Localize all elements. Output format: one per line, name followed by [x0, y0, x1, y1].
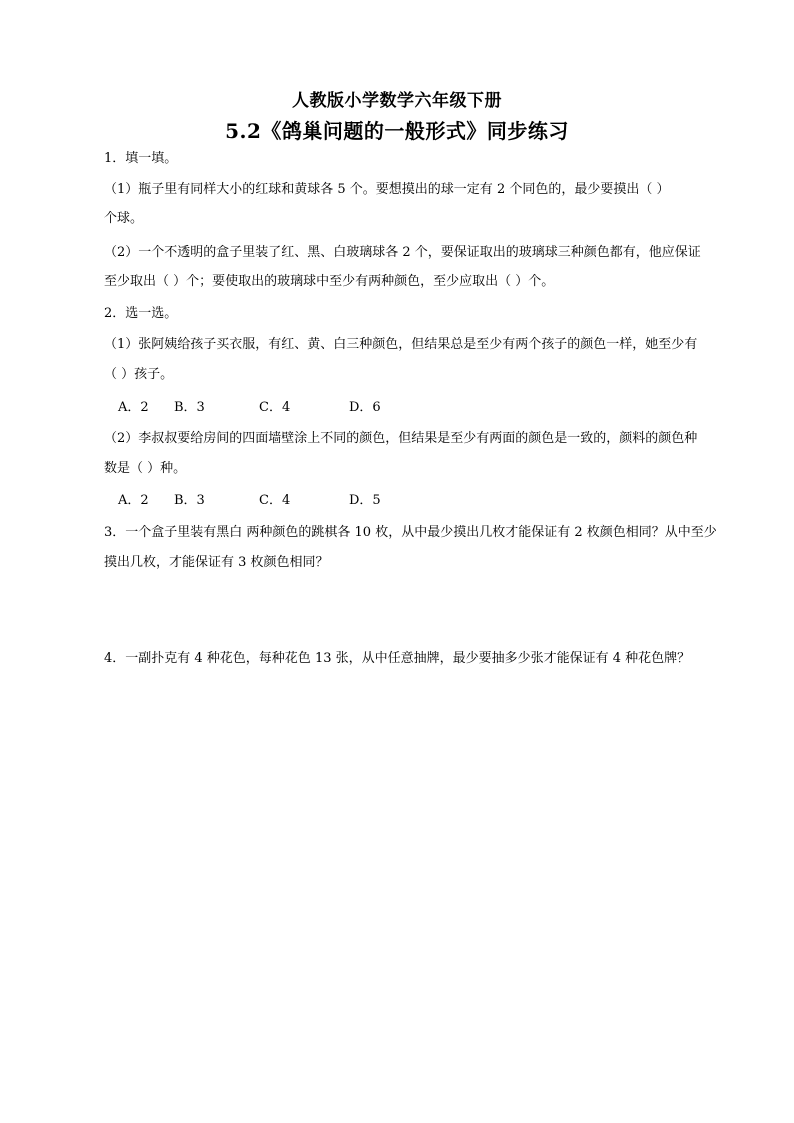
q3-line2: 摸出几枚，才能保证有 3 枚颜色相同？ — [104, 555, 329, 570]
option-b: B．3 — [174, 400, 205, 415]
q1-part2-line1: （2）一个不透明的盒子里装了红、黑、白玻璃球各 2 个，要保证取出的玻璃球三种颜色都有，他应保证 — [104, 245, 701, 260]
option-c: C．4 — [259, 493, 291, 508]
q4-line1: 4．一副扑克有 4 种花色，每种花色 13 张，从中任意抽牌，最少要抽多少张才能保证有 4 种花色牌？ — [104, 651, 691, 666]
document-title: 人教版小学数学六年级下册 — [292, 91, 502, 111]
q1-part2-line2: 至少取出（ ）个；要使取出的玻璃球中至少有两种颜色，至少应取出（ ）个。 — [104, 274, 555, 289]
q1-heading: 1．填一填。 — [104, 151, 178, 166]
q2-part1-line1: （1）张阿姨给孩子买衣服，有红、黄、白三种颜色，但结果总是至少有两个孩子的颜色一样，她至少有 — [104, 337, 698, 352]
q2-part1-line2: （ ）孩子。 — [104, 367, 174, 382]
q1-part1-line1: （1）瓶子里有同样大小的红球和黄球各 5 个。要想摸出的球一定有 2 个同色的，最少要摸出（ ） — [104, 182, 670, 197]
option-c: C．4 — [259, 400, 291, 415]
option-a: A．2 — [118, 400, 149, 415]
q1-part1-line2: 个球。 — [104, 211, 144, 226]
q2-part2-line1: （2）李叔叔要给房间的四面墙壁涂上不同的颜色，但结果是至少有两面的颜色是一致的，颜料的颜色种 — [104, 431, 698, 446]
option-a: A．2 — [118, 493, 149, 508]
q2-heading: 2．选一选。 — [104, 306, 178, 321]
document-subtitle: 5.2《鸽巢问题的一般形式》同步练习 — [225, 119, 569, 143]
option-d: D．6 — [349, 400, 381, 415]
q2-part2-line2: 数是（ ）种。 — [104, 461, 187, 476]
option-b: B．3 — [174, 493, 205, 508]
q3-line1: 3．一个盒子里装有黑白 两种颜色的跳棋各 10 枚，从中最少摸出几枚才能保证有 2 枚颜色相同？从中至少 — [104, 525, 717, 540]
option-d: D．5 — [349, 493, 381, 508]
